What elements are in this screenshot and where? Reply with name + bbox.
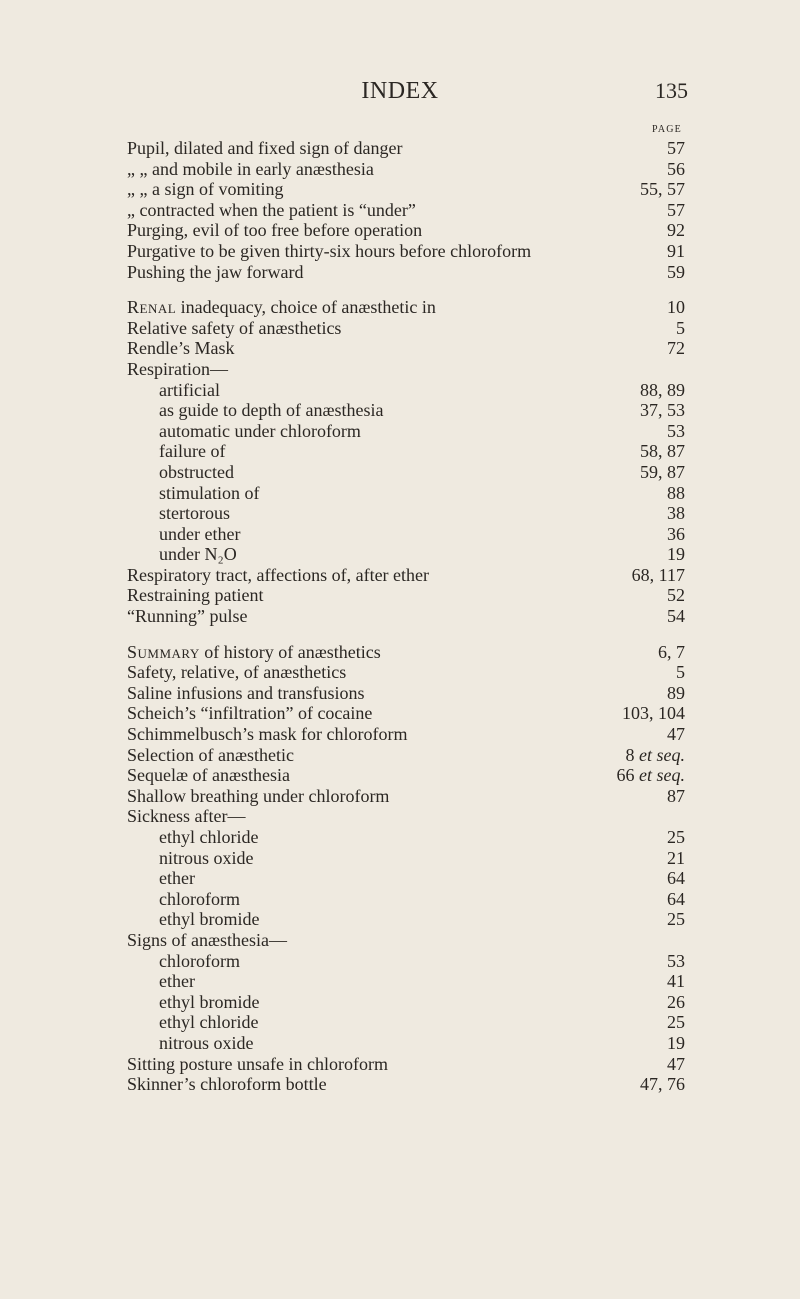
entry-label bbox=[127, 318, 341, 339]
entry-text: Schimmelbusch’s mask for chloroform bbox=[127, 724, 408, 745]
index-entry bbox=[127, 483, 687, 504]
entry-text: “Running” pulse bbox=[127, 606, 248, 627]
entry-page-ref bbox=[667, 992, 685, 1013]
entry-page-ref bbox=[667, 606, 685, 627]
entry-label bbox=[127, 159, 374, 180]
index-entry bbox=[127, 889, 687, 910]
entry-text: ether bbox=[159, 868, 195, 889]
running-head bbox=[0, 78, 800, 108]
page-title: INDEX bbox=[361, 78, 439, 104]
index-entry bbox=[127, 765, 687, 786]
entry-label bbox=[159, 400, 383, 421]
index-entry bbox=[127, 524, 687, 545]
entry-page-ref bbox=[667, 1012, 685, 1033]
entry-label bbox=[159, 1012, 258, 1033]
entry-text: as guide to depth of anæsthesia bbox=[159, 400, 384, 421]
entry-page-ref bbox=[632, 565, 685, 586]
entry-pages: 55, 57 bbox=[640, 179, 685, 200]
entry-label bbox=[127, 241, 531, 262]
entry-text: stimulation of bbox=[159, 482, 260, 503]
entry-label bbox=[159, 441, 225, 462]
entry-text: Sickness after— bbox=[127, 806, 246, 827]
entry-pages: 8 bbox=[625, 744, 635, 765]
entry-page-ref bbox=[667, 585, 685, 606]
entry-text: Safety, relative, of anæsthetics bbox=[127, 662, 347, 683]
page-number: 135 bbox=[655, 78, 688, 103]
entry-label bbox=[159, 421, 361, 442]
entry-text: inadequacy, choice of anæsthetic in bbox=[176, 297, 436, 318]
entry-text: Respiration— bbox=[127, 358, 228, 379]
entry-pages: 87 bbox=[667, 785, 685, 806]
entry-pages-suffix: et seq. bbox=[634, 765, 685, 786]
entry-pages: 38 bbox=[667, 503, 685, 524]
entry-text: chloroform bbox=[159, 950, 240, 971]
entry-label bbox=[127, 565, 429, 586]
index-entry bbox=[127, 1054, 687, 1075]
index-entry bbox=[127, 441, 687, 462]
entry-text: Restraining patient bbox=[127, 585, 264, 606]
entry-pages: 26 bbox=[667, 991, 685, 1012]
entry-text: ethyl bromide bbox=[159, 991, 260, 1012]
entry-text: Selection of anæsthetic bbox=[127, 744, 294, 765]
entry-label bbox=[159, 909, 259, 930]
entry-pages: 91 bbox=[667, 240, 685, 261]
entry-text: nitrous oxide bbox=[159, 1032, 254, 1053]
entry-label bbox=[159, 992, 259, 1013]
entry-page-ref bbox=[667, 483, 685, 504]
index-entry bbox=[127, 930, 687, 951]
entry-text: Relative safety of anæsthetics bbox=[127, 317, 342, 338]
entry-page-ref bbox=[667, 951, 685, 972]
entry-text: ethyl bromide bbox=[159, 909, 260, 930]
entry-page-ref bbox=[667, 724, 685, 745]
entry-text: under ether bbox=[159, 523, 241, 544]
entry-text: of history of anæsthetics bbox=[199, 641, 381, 662]
entry-pages: 92 bbox=[667, 220, 685, 241]
index-entry bbox=[127, 951, 687, 972]
entry-pages: 5 bbox=[676, 662, 685, 683]
entry-page-ref bbox=[626, 745, 685, 766]
entry-label bbox=[159, 462, 234, 483]
index-entry bbox=[127, 786, 687, 807]
entry-label bbox=[159, 868, 195, 889]
entry-label bbox=[127, 662, 346, 683]
entry-page-ref bbox=[667, 827, 685, 848]
entry-page-ref bbox=[667, 338, 685, 359]
entry-pages: 6, 7 bbox=[658, 641, 685, 662]
entry-pages: 103, 104 bbox=[622, 703, 685, 724]
entry-page-ref bbox=[667, 241, 685, 262]
index-entry bbox=[127, 503, 687, 524]
index-entry bbox=[127, 318, 687, 339]
entry-pages: 47 bbox=[667, 724, 685, 745]
index-entry bbox=[127, 1012, 687, 1033]
entry-text: Signs of anæsthesia— bbox=[127, 929, 287, 950]
entry-pages: 66 bbox=[616, 765, 635, 786]
entry-label bbox=[159, 951, 240, 972]
entry-label bbox=[127, 930, 287, 951]
entry-text: Pushing the jaw forward bbox=[127, 261, 304, 282]
entry-pages: 19 bbox=[667, 544, 685, 565]
entry-label bbox=[127, 179, 283, 200]
entry-pages: 88 bbox=[667, 482, 685, 503]
entry-page-ref bbox=[622, 703, 685, 724]
index-entry bbox=[127, 138, 687, 159]
entry-pages: 64 bbox=[667, 868, 685, 889]
entry-text: obstructed bbox=[159, 461, 234, 482]
entry-page-ref bbox=[667, 1054, 685, 1075]
entry-page-ref bbox=[617, 765, 685, 786]
entry-text: Saline infusions and transfusions bbox=[127, 682, 365, 703]
index-entry bbox=[127, 642, 687, 663]
index-section bbox=[127, 642, 687, 1095]
entry-pages: 36 bbox=[667, 523, 685, 544]
entry-label bbox=[127, 338, 235, 359]
entry-label bbox=[159, 1033, 254, 1054]
entry-text: Shallow breathing under chloroform bbox=[127, 785, 390, 806]
entry-page-ref bbox=[667, 262, 685, 283]
entry-pages: 21 bbox=[667, 847, 685, 868]
entry-text: automatic under chloroform bbox=[159, 420, 361, 441]
entry-label bbox=[127, 359, 228, 380]
index-entry bbox=[127, 806, 687, 827]
entry-pages: 5 bbox=[676, 317, 685, 338]
entry-label bbox=[159, 380, 220, 401]
entry-text: Sitting posture unsafe in chloroform bbox=[127, 1053, 388, 1074]
entry-label bbox=[127, 1054, 388, 1075]
index-entry bbox=[127, 703, 687, 724]
entry-text: failure of bbox=[159, 441, 226, 462]
entry-text: artificial bbox=[159, 379, 220, 400]
entry-label bbox=[127, 297, 436, 318]
entry-label bbox=[159, 544, 237, 565]
entry-page-ref bbox=[640, 1074, 685, 1095]
entry-label bbox=[127, 806, 245, 827]
index-entry bbox=[127, 909, 687, 930]
entry-pages: 72 bbox=[667, 338, 685, 359]
entry-page-ref bbox=[667, 868, 685, 889]
entry-text: ether bbox=[159, 971, 195, 992]
entry-text: Scheich’s “infiltration” of cocaine bbox=[127, 703, 373, 724]
index-entry bbox=[127, 606, 687, 627]
entry-label bbox=[127, 724, 407, 745]
entry-pages: 89 bbox=[667, 682, 685, 703]
entry-label bbox=[127, 703, 372, 724]
entry-text: „ contracted when the patient is “under” bbox=[127, 199, 416, 220]
entry-page-ref bbox=[667, 421, 685, 442]
entry-lead-word: Renal bbox=[127, 297, 177, 318]
entry-text: chloroform bbox=[159, 888, 240, 909]
index-entry bbox=[127, 359, 687, 380]
entry-page-ref bbox=[667, 971, 685, 992]
index-entry bbox=[127, 338, 687, 359]
entry-text: Rendle’s Mask bbox=[127, 338, 235, 359]
entry-pages: 68, 117 bbox=[631, 564, 685, 585]
entry-page-ref bbox=[640, 179, 685, 200]
index-entry bbox=[127, 421, 687, 442]
entry-text: „ „ and mobile in early anæsthesia bbox=[127, 158, 374, 179]
entry-text: Pupil, dilated and fixed sign of danger bbox=[127, 138, 403, 158]
entry-pages: 53 bbox=[667, 420, 685, 441]
entry-page-ref bbox=[667, 1033, 685, 1054]
entry-text: Purging, evil of too free before operation bbox=[127, 220, 423, 241]
entry-pages: 57 bbox=[667, 138, 685, 158]
entry-page-ref bbox=[676, 662, 685, 683]
entry-label bbox=[159, 524, 240, 545]
entry-label bbox=[159, 971, 195, 992]
index-list bbox=[127, 138, 687, 1110]
entry-pages: 25 bbox=[667, 1012, 685, 1033]
index-entry bbox=[127, 848, 687, 869]
entry-text: Sequelæ of anæsthesia bbox=[127, 765, 290, 786]
index-entry bbox=[127, 380, 687, 401]
entry-label bbox=[159, 827, 258, 848]
entry-pages: 19 bbox=[667, 1032, 685, 1053]
entry-pages: 53 bbox=[667, 950, 685, 971]
entry-pages: 52 bbox=[667, 585, 685, 606]
entry-page-ref bbox=[667, 544, 685, 565]
entry-label bbox=[127, 765, 290, 786]
entry-label bbox=[127, 786, 389, 807]
entry-label bbox=[159, 503, 230, 524]
entry-label bbox=[159, 889, 240, 910]
entry-page-ref bbox=[667, 524, 685, 545]
entry-pages: 57 bbox=[667, 199, 685, 220]
page-column-heading: PAGE bbox=[652, 124, 682, 135]
entry-pages-suffix: et seq. bbox=[634, 744, 685, 765]
entry-page-ref bbox=[667, 909, 685, 930]
entry-pages: 47, 76 bbox=[640, 1074, 685, 1095]
entry-page-ref bbox=[667, 848, 685, 869]
index-entry bbox=[127, 179, 687, 200]
entry-text: ethyl chloride bbox=[159, 1012, 259, 1033]
entry-label bbox=[127, 1074, 327, 1095]
index-section bbox=[127, 297, 687, 627]
index-entry bbox=[127, 724, 687, 745]
entry-text: stertorous bbox=[159, 503, 230, 524]
entry-label bbox=[159, 483, 260, 504]
entry-page-ref bbox=[667, 786, 685, 807]
entry-label bbox=[127, 606, 247, 627]
entry-pages: 58, 87 bbox=[640, 441, 685, 462]
index-entry bbox=[127, 683, 687, 704]
entry-label bbox=[127, 138, 402, 159]
entry-text: nitrous oxide bbox=[159, 847, 254, 868]
entry-label bbox=[127, 262, 303, 283]
entry-pages: 25 bbox=[667, 909, 685, 930]
entry-lead-word: Summary bbox=[127, 641, 200, 662]
entry-text: Skinner’s chloroform bottle bbox=[127, 1074, 327, 1095]
entry-page-ref bbox=[640, 462, 685, 483]
entry-page-ref bbox=[640, 400, 685, 421]
entry-pages: 56 bbox=[667, 158, 685, 179]
entry-text: ethyl chloride bbox=[159, 827, 259, 847]
entry-pages: 10 bbox=[667, 297, 685, 318]
entry-pages: 64 bbox=[667, 888, 685, 909]
index-entry bbox=[127, 868, 687, 889]
entry-label bbox=[127, 220, 422, 241]
index-entry bbox=[127, 544, 687, 565]
index-entry bbox=[127, 1033, 687, 1054]
entry-page-ref bbox=[640, 441, 685, 462]
index-entry bbox=[127, 827, 687, 848]
entry-label bbox=[127, 642, 381, 663]
entry-page-ref bbox=[667, 297, 685, 318]
index-entry bbox=[127, 585, 687, 606]
entry-pages: 25 bbox=[667, 827, 685, 847]
entry-label bbox=[127, 200, 416, 221]
entry-page-ref bbox=[667, 159, 685, 180]
index-entry bbox=[127, 297, 687, 318]
index-section bbox=[127, 138, 687, 282]
entry-label bbox=[127, 585, 263, 606]
index-entry bbox=[127, 462, 687, 483]
entry-label bbox=[127, 745, 294, 766]
index-entry bbox=[127, 159, 687, 180]
entry-pages: 47 bbox=[667, 1053, 685, 1074]
index-entry bbox=[127, 565, 687, 586]
entry-pages: 59, 87 bbox=[640, 461, 685, 482]
entry-pages: 54 bbox=[667, 606, 685, 627]
entry-pages: 37, 53 bbox=[640, 400, 685, 421]
index-entry bbox=[127, 200, 687, 221]
entry-pages: 41 bbox=[667, 971, 685, 992]
index-entry bbox=[127, 1074, 687, 1095]
index-entry bbox=[127, 241, 687, 262]
entry-pages: 59 bbox=[667, 261, 685, 282]
entry-label bbox=[127, 683, 364, 704]
entry-page-ref bbox=[667, 138, 685, 159]
index-entry bbox=[127, 400, 687, 421]
entry-page-ref bbox=[667, 220, 685, 241]
index-entry bbox=[127, 971, 687, 992]
entry-page-ref bbox=[658, 642, 685, 663]
entry-text: Respiratory tract, affections of, after ether bbox=[127, 564, 430, 585]
entry-text: „ „ a sign of vomiting bbox=[127, 179, 284, 200]
index-entry bbox=[127, 220, 687, 241]
entry-page-ref bbox=[667, 503, 685, 524]
index-entry bbox=[127, 992, 687, 1013]
index-entry bbox=[127, 745, 687, 766]
entry-label bbox=[159, 848, 254, 869]
entry-page-ref bbox=[667, 200, 685, 221]
entry-text: under N₂O bbox=[159, 544, 237, 565]
entry-page-ref bbox=[676, 318, 685, 339]
entry-text: Purgative to be given thirty-six hours before chloroform bbox=[127, 240, 532, 261]
entry-page-ref bbox=[667, 889, 685, 910]
index-entry bbox=[127, 662, 687, 683]
entry-page-ref bbox=[640, 380, 685, 401]
index-entry bbox=[127, 262, 687, 283]
entry-pages: 88, 89 bbox=[640, 379, 685, 400]
entry-page-ref bbox=[667, 683, 685, 704]
